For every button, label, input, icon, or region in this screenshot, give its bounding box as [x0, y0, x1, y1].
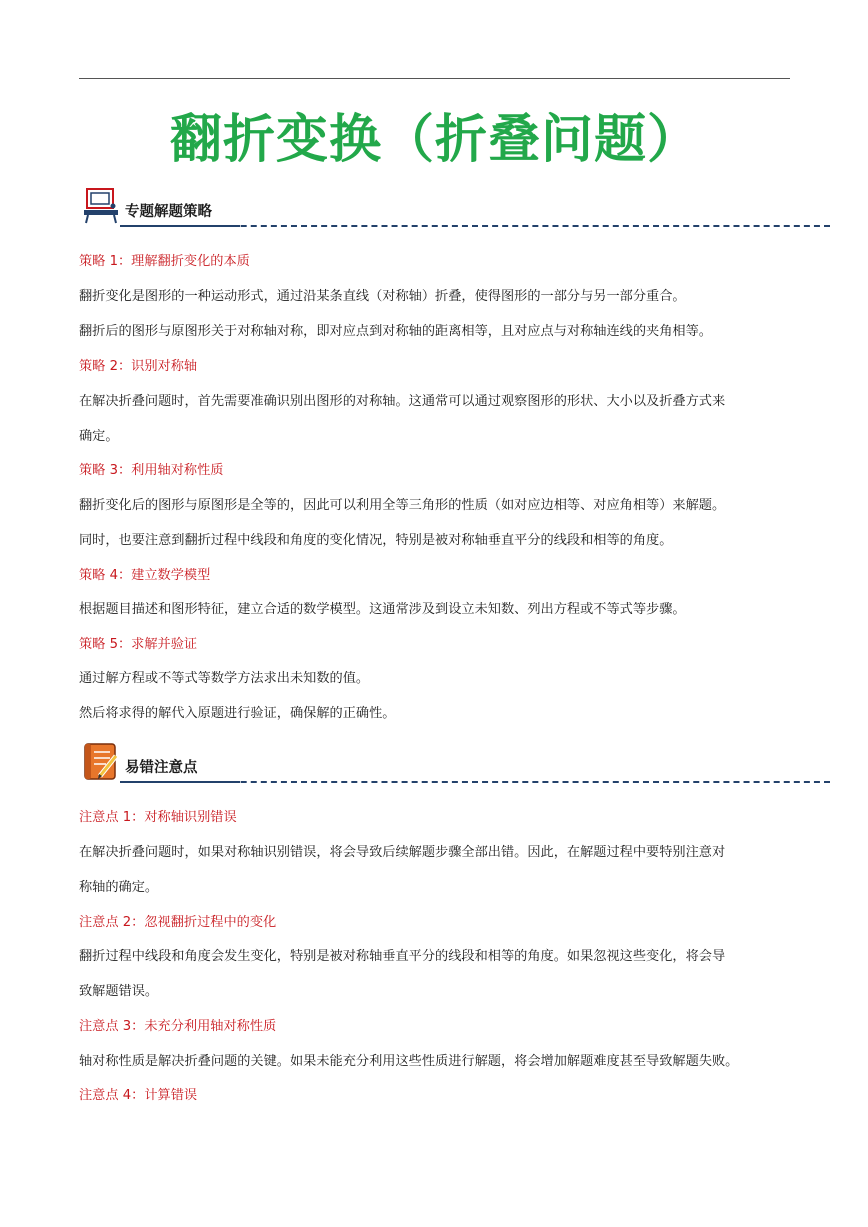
pitfall-heading-1: 注意点 1：对称轴识别错误: [79, 810, 237, 825]
paragraph-line: 称轴的确定。: [79, 880, 159, 895]
paragraph-line: 翻折变化是图形的一种运动形式，通过沿某条直线（对称轴）折叠，使得图形的一部分与另一部分重合。: [79, 289, 686, 304]
divider-accent: [120, 225, 240, 227]
paragraph-line: 致解题错误。: [79, 984, 159, 999]
pitfall-heading-4: 注意点 4：计算错误: [79, 1088, 198, 1103]
paragraph-line: 轴对称性质是解决折叠问题的关键。如果未能充分利用这些性质进行解题，将会增加解题难度甚至导致解题失败。: [79, 1054, 739, 1069]
strategy-heading-1: 策略 1：理解翻折变化的本质: [79, 254, 250, 269]
strategy-heading-3: 策略 3：利用轴对称性质: [79, 463, 224, 478]
paragraph-line: 在解决折叠问题时，如果对称轴识别错误，将会导致后续解题步骤全部出错。因此，在解题过程中要特别注意对: [79, 845, 726, 860]
section-header-pitfalls: [82, 742, 830, 788]
section-header-strategies: [82, 186, 830, 232]
lecture-board-icon: [82, 186, 122, 226]
paragraph-line: 翻折变化后的图形与原图形是全等的，因此可以利用全等三角形的性质（如对应边相等、对应角相等）来解题。: [79, 498, 726, 513]
section-title: 专题解题策略: [125, 204, 212, 220]
paragraph-line: 在解决折叠问题时，首先需要准确识别出图形的对称轴。这通常可以通过观察图形的形状、大小以及折叠方式来: [79, 394, 726, 409]
paragraph-line: 翻折后的图形与原图形关于对称轴对称，即对应点到对称轴的距离相等，且对应点与对称轴连线的夹角相等。: [79, 324, 712, 339]
top-rule: [79, 78, 790, 79]
strategy-heading-5: 策略 5：求解并验证: [79, 637, 198, 652]
paragraph-line: 翻折过程中线段和角度会发生变化，特别是被对称轴垂直平分的线段和相等的角度。如果忽视这些变化，将会导: [79, 949, 726, 964]
page-title: 翻折变换（折叠问题）: [170, 110, 701, 170]
paragraph-line: 同时，也要注意到翻折过程中线段和角度的变化情况，特别是被对称轴垂直平分的线段和相等的角度。: [79, 533, 673, 548]
paragraph-line: 确定。: [79, 429, 119, 444]
pitfall-heading-2: 注意点 2：忽视翻折过程中的变化: [79, 915, 277, 930]
paragraph-line: 然后将求得的解代入原题进行验证，确保解的正确性。: [79, 706, 396, 721]
notebook-pencil-icon: [82, 742, 122, 782]
strategy-heading-4: 策略 4：建立数学模型: [79, 568, 211, 583]
pitfall-heading-3: 注意点 3：未充分利用轴对称性质: [79, 1019, 277, 1034]
divider-accent: [120, 781, 240, 783]
paragraph-line: 通过解方程或不等式等数学方法求出未知数的值。: [79, 671, 370, 686]
section-title: 易错注意点: [125, 760, 198, 776]
strategy-heading-2: 策略 2：识别对称轴: [79, 359, 198, 374]
paragraph-line: 根据题目描述和图形特征，建立合适的数学模型。这通常涉及到设立未知数、列出方程或不等式等步骤。: [79, 602, 686, 617]
